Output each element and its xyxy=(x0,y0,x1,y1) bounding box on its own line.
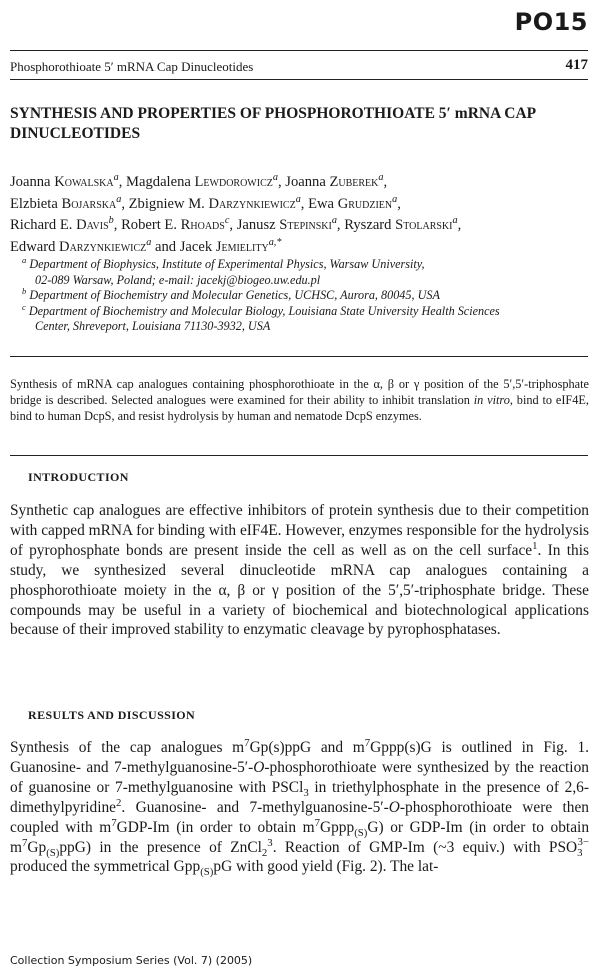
author-affiliation-mark: a xyxy=(452,215,458,227)
author-surname: Rhoads xyxy=(180,217,225,233)
author: Elzbieta xyxy=(10,195,62,212)
author: Ryszard xyxy=(344,217,396,233)
affiliation-line: Center, Shreveport, Louisiana 71130-3932, USA xyxy=(35,319,271,333)
affiliation-mark: c xyxy=(22,301,26,312)
author-affiliation-mark: a xyxy=(113,172,119,184)
affiliation-mark: b xyxy=(22,285,27,296)
affiliation xyxy=(22,285,588,304)
footer-series: Collection Symposium Series (Vol. 7) (2005) xyxy=(10,954,253,967)
author: Magdalena xyxy=(126,174,195,190)
header-rule-bottom xyxy=(10,79,588,80)
author-surname: Davis xyxy=(76,217,109,233)
abstract-italic: in vitro xyxy=(473,393,510,407)
affiliation-list xyxy=(22,254,588,335)
affiliation-line: Department of Biochemistry and Molecular Genetics, UCHSC, Aurora, 80045, USA xyxy=(29,288,440,302)
header-rule xyxy=(10,50,588,51)
author: Ewa xyxy=(308,195,338,212)
author-surname: Darzynkiewicz xyxy=(59,238,147,255)
author-list: Joanna Kowalska$^a$, Magdalena Lewdorowicz$^a$, Joanna Zuberek$^a$, Elzbieta Bojarska$^a$, Zbigniew M. Darzynkiewicz$^a$, Ewa Grudzien$^a$, Richard E. Davis$^b$, Robert E. Rhoads$^c$, Janusz Stepinski$^a$, Ryszard Stolarski$^a$, Edward Darzynkiewicz$^a$ and Jacek Jemielity$^{a,*}$ xyxy=(10,172,462,255)
author: Edward xyxy=(10,238,60,255)
abstract-rule-top xyxy=(10,356,588,357)
author-affiliation-mark: a xyxy=(146,236,152,248)
author-surname: Stepinski xyxy=(279,217,332,233)
author-affiliation-mark: c xyxy=(224,215,230,227)
intro-text-1: Synthetic cap analogues are effective inhibitors of protein synthesis due to their competition with capped mRNA for binding with eIF4E. However, enzymes responsible for the hydrolysis of pyrophosphate bonds are present inside the cell as well as on the cell surface xyxy=(10,502,589,559)
author-affiliation-mark: a xyxy=(295,193,301,205)
author-surname: Jemielity xyxy=(215,238,269,255)
affiliation-line: Department of Biochemistry and Molecular Biology, Louisiana State University Health Sciences xyxy=(28,303,500,318)
author-surname: Grudzien xyxy=(337,195,393,212)
author: Zbigniew M. xyxy=(128,195,209,212)
intro-paragraph xyxy=(10,501,589,640)
paper-code: PO15 xyxy=(514,8,588,36)
author-surname: Zuberek xyxy=(329,174,379,190)
article-title: SYNTHESIS AND PROPERTIES OF PHOSPHOROTHIOATE 5′ mRNA CAP DINUCLEOTIDES xyxy=(10,105,536,142)
author-surname: Kowalska xyxy=(54,174,114,190)
abstract-text-1: Synthesis of mRNA cap analogues containing phosphorothioate in the α, β or γ position of the 5′,5′-triphosphate bridge is described. Selected analogues were examined for their ability to inhibit translation xyxy=(10,377,589,407)
author: Janusz xyxy=(236,217,280,233)
affiliation-line: Department of Biophysics, Institute of Experimental Physics, Warsaw University, xyxy=(29,257,425,271)
results-paragraph: Synthesis of the cap analogues $m^7Gp(s)ppG$ and $m^7Gppp(s)G$ is outlined in Fig. 1. Guanosine- and 7-methylguanosine-5′-O-phosphorothioate were synthesized by the reaction of guanosine or 7-methylguanosine with PSCl$_3$ in triethylphosphate in the presence of 2,6-dimethylpyridine$^2$. Guanosine- and 7-methylguanosine-5′-O-phosphorothioate were then coupled with $m^7GDP-Im$ (in order to obtain $m^7Gppp_{(S)}G$) or GDP-Im (in order to obtain $m^7Gp_{(S)}ppG$) in the presence of ZnCl$_2^3$. Reaction of GMP-Im (~3 equiv.) with $PSO_3^{3-}$ produced the symmetrical Gpp$_{(S)}$pG with good yield (Fig. 2). The lat- xyxy=(10,736,590,879)
ref-1: 1 xyxy=(532,539,538,552)
author: Robert E. xyxy=(121,217,181,233)
abstract-rule-bottom xyxy=(10,455,588,456)
author-affiliation-mark: a xyxy=(392,193,398,205)
author-affiliation-mark: a,* xyxy=(268,236,282,248)
affiliation xyxy=(22,254,588,288)
abstract xyxy=(10,376,589,424)
author: Jacek xyxy=(179,238,216,255)
author-surname: Bojarska xyxy=(61,195,117,212)
author: Joanna xyxy=(10,174,55,190)
author-affiliation-mark: a xyxy=(116,193,122,205)
author-affiliation-mark: a xyxy=(272,172,278,184)
author: Joanna xyxy=(285,174,330,190)
author-surname: Stolarski xyxy=(395,217,453,233)
affiliation-mark: a xyxy=(22,254,27,265)
author-affiliation-mark: a xyxy=(331,215,337,227)
abstract-text-2: , bind to eIF4E, bind to human DcpS, and resist hydrolysis by human and nematode DcpS enzymes. xyxy=(10,393,589,423)
author-affiliation-mark: a xyxy=(378,172,384,184)
affiliation xyxy=(22,301,588,335)
author-surname: Darzynkiewicz xyxy=(208,195,296,212)
author: Richard E. xyxy=(10,217,77,233)
intro-heading: INTRODUCTION xyxy=(28,470,129,484)
results-heading: RESULTS AND DISCUSSION xyxy=(28,708,196,722)
author-surname: Lewdorowicz xyxy=(194,174,273,190)
page-number: 417 xyxy=(565,57,588,73)
intro-text-2: . In this study, we synthesized several dinucleotide mRNA cap analogues containing a phosphorothioate moiety in the α, β or γ position of the 5′,5′-triphosphate bridge. These compounds may be useful in a variety of biochemical and biotechnological applications because of their improved stability to enzymatic cleavage by pyrophosphatases. xyxy=(10,541,589,639)
author-affiliation-mark: b xyxy=(108,215,114,227)
affiliation-line: 02-089 Warsaw, Poland; e-mail: jacekj@biogeo.uw.edu.pl xyxy=(35,272,321,287)
running-title: Phosphorothioate 5′ mRNA Cap Dinucleotides xyxy=(10,59,254,74)
